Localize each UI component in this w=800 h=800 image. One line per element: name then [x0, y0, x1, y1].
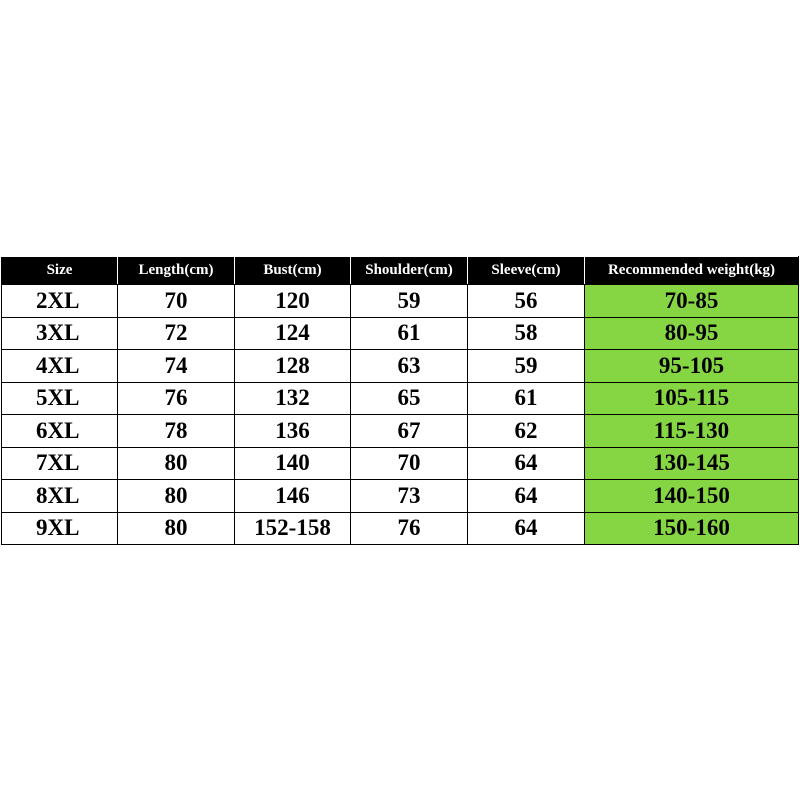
bust-cell: 136 [235, 415, 351, 448]
bust-cell: 146 [235, 480, 351, 513]
length-cell: 80 [118, 447, 235, 480]
table-row [2, 317, 799, 350]
bust-cell: 140 [235, 447, 351, 480]
bust-cell: 124 [235, 317, 351, 350]
sleeve-cell: 64 [468, 480, 585, 513]
length-cell: 80 [118, 512, 235, 545]
shoulder-cell: 61 [351, 317, 468, 350]
size-cell: 6XL [2, 415, 118, 448]
bust-cell: 128 [235, 350, 351, 383]
weight-cell: 150-160 [585, 512, 799, 545]
header-size: Size [2, 257, 118, 285]
header-length: Length(cm) [118, 257, 235, 285]
header-recommended-weight: Recommended weight(kg) [585, 257, 799, 285]
sleeve-cell: 56 [468, 285, 585, 318]
sleeve-cell: 64 [468, 447, 585, 480]
bust-cell: 152-158 [235, 512, 351, 545]
table-body [2, 285, 799, 545]
shoulder-cell: 59 [351, 285, 468, 318]
length-cell: 80 [118, 480, 235, 513]
sleeve-cell: 59 [468, 350, 585, 383]
table-row [2, 512, 799, 545]
size-cell: 9XL [2, 512, 118, 545]
header-bust: Bust(cm) [235, 257, 351, 285]
table-row [2, 350, 799, 383]
weight-cell: 140-150 [585, 480, 799, 513]
header-row [2, 257, 799, 285]
length-cell: 70 [118, 285, 235, 318]
weight-cell: 80-95 [585, 317, 799, 350]
size-cell: 5XL [2, 382, 118, 415]
size-cell: 7XL [2, 447, 118, 480]
length-cell: 74 [118, 350, 235, 383]
weight-cell: 95-105 [585, 350, 799, 383]
table-row [2, 447, 799, 480]
header-shoulder: Shoulder(cm) [351, 257, 468, 285]
shoulder-cell: 70 [351, 447, 468, 480]
size-chart-table [1, 256, 799, 545]
length-cell: 76 [118, 382, 235, 415]
bust-cell: 132 [235, 382, 351, 415]
shoulder-cell: 63 [351, 350, 468, 383]
shoulder-cell: 73 [351, 480, 468, 513]
size-cell: 3XL [2, 317, 118, 350]
bust-cell: 120 [235, 285, 351, 318]
sleeve-cell: 62 [468, 415, 585, 448]
sleeve-cell: 61 [468, 382, 585, 415]
size-cell: 2XL [2, 285, 118, 318]
table-row [2, 285, 799, 318]
table-header [2, 257, 799, 285]
table-row [2, 382, 799, 415]
size-cell: 8XL [2, 480, 118, 513]
length-cell: 72 [118, 317, 235, 350]
shoulder-cell: 67 [351, 415, 468, 448]
length-cell: 78 [118, 415, 235, 448]
table-row [2, 480, 799, 513]
header-sleeve: Sleeve(cm) [468, 257, 585, 285]
weight-cell: 105-115 [585, 382, 799, 415]
weight-cell: 130-145 [585, 447, 799, 480]
table-row [2, 415, 799, 448]
weight-cell: 70-85 [585, 285, 799, 318]
shoulder-cell: 65 [351, 382, 468, 415]
weight-cell: 115-130 [585, 415, 799, 448]
sleeve-cell: 58 [468, 317, 585, 350]
size-cell: 4XL [2, 350, 118, 383]
shoulder-cell: 76 [351, 512, 468, 545]
sleeve-cell: 64 [468, 512, 585, 545]
